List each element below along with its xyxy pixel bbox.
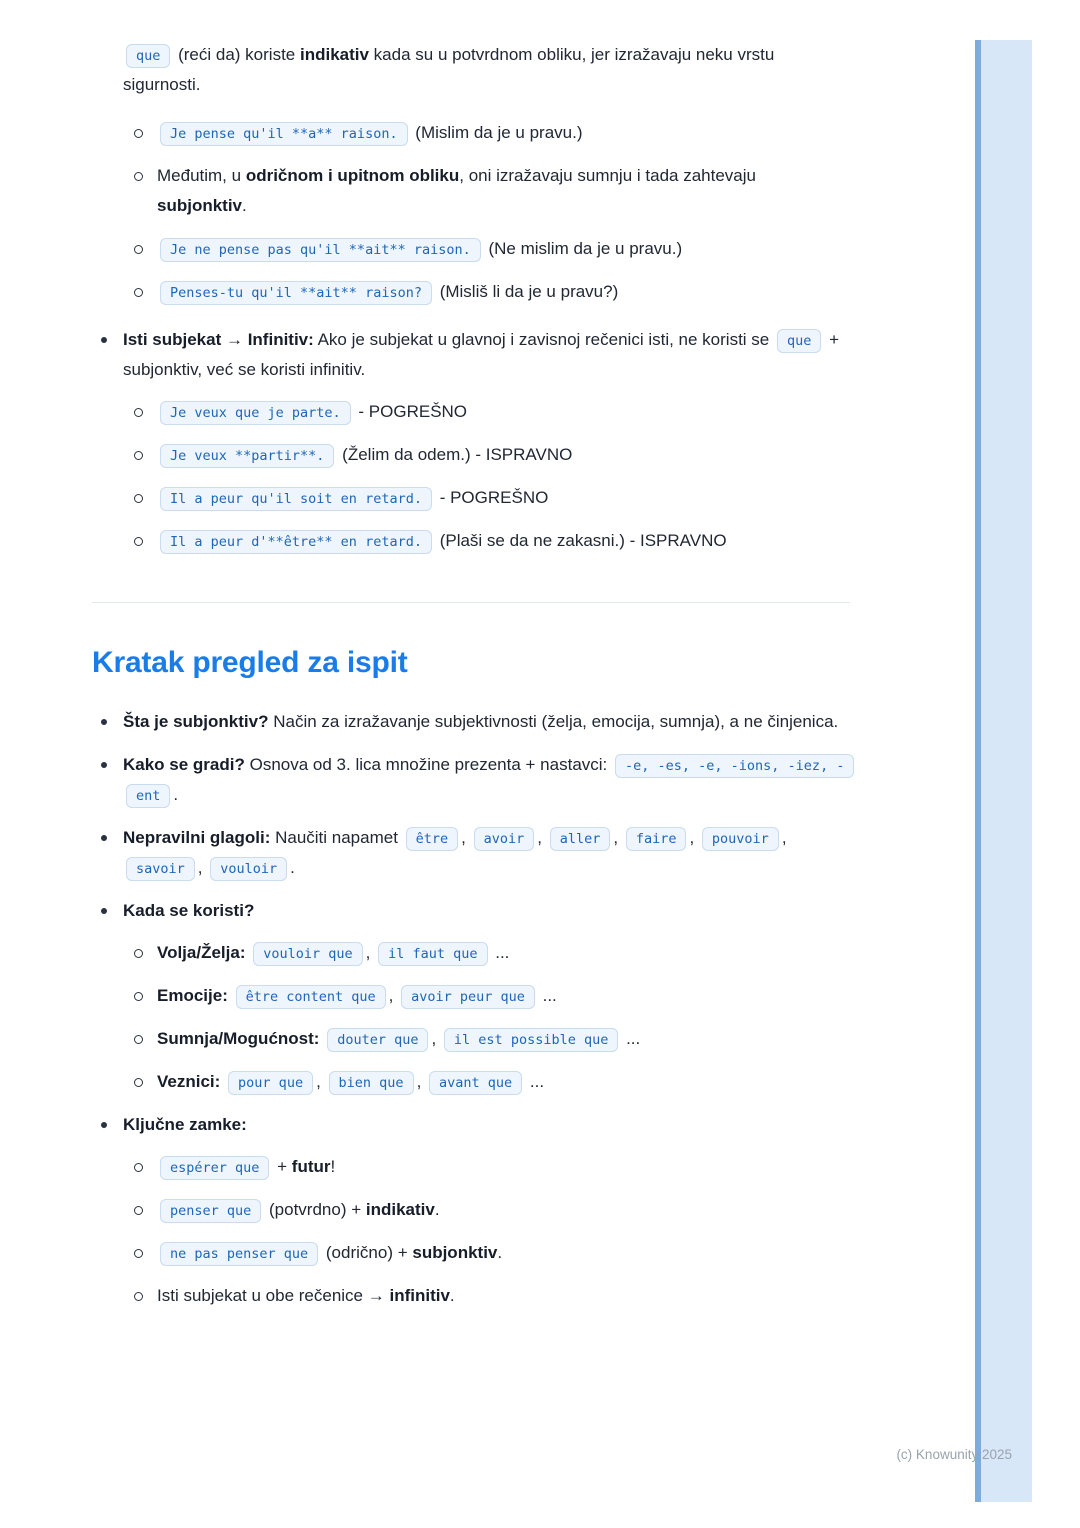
bold-text: Šta je subjonktiv? <box>123 712 269 731</box>
list-item: Emocije: être content que , avoir peur que ... <box>123 981 850 1011</box>
list-item: Međutim, u odričnom i upitnom obliku, oni izražavaju sumnju i tada zahtevaju subjonktiv. <box>123 161 850 221</box>
list-item <box>92 1110 850 1311</box>
sub-list <box>123 397 850 556</box>
bullet-list <box>92 707 850 1311</box>
bold-text: Volja/Želja: <box>157 943 246 962</box>
bold-text: Kada se koristi? <box>123 901 255 920</box>
bold-text: futur <box>291 1157 331 1176</box>
list-item: ne pas penser que (odrično) + subjonktiv. <box>123 1238 850 1268</box>
intro-paragraph: que (reći da) koriste indikativ kada su u potvrdnom obliku, jer izražavaju neku vrstu sigurnosti. <box>123 45 775 94</box>
code-chip: aller <box>550 827 611 851</box>
list-item: Nepravilni glagoli: Naučiti napamet être , avoir , aller , faire , pouvoir , savoir , vouloir . <box>92 823 850 883</box>
list-item: Je ne pense pas qu'il **ait** raison. (Ne mislim da je u pravu.) <box>123 234 850 264</box>
copyright-text: (c) Knowunity 2025 <box>896 1447 1012 1462</box>
bold-text: Emocije: <box>157 986 228 1005</box>
sub-list <box>123 1152 850 1311</box>
list-item: Il a peur d'**être** en retard. (Plaši se da ne zakasni.) - ISPRAVNO <box>123 526 850 556</box>
list-item: Isti subjekat u obe rečenice → infinitiv. <box>123 1281 850 1311</box>
code-chip: avant que <box>429 1071 522 1095</box>
list-item: Penses-tu qu'il **ait** raison? (Misliš li da je u pravu?) <box>123 277 850 307</box>
bold-text: Kako se gradi? <box>123 755 245 774</box>
code-chip: être <box>406 827 459 851</box>
bold-text: Sumnja/Mogućnost: <box>157 1029 320 1048</box>
list-item: Il a peur qu'il soit en retard. - POGREŠNO <box>123 483 850 513</box>
bold-text: Isti subjekat → Infinitiv: <box>123 330 314 349</box>
code-chip: avoir <box>474 827 535 851</box>
code-chip: ne pas penser que <box>160 1242 318 1266</box>
list-item: Šta je subjonktiv? Način za izražavanje subjektivnosti (želja, emocija, sumnja), a ne činjenica. <box>92 707 850 737</box>
code-chip: -e, -es, -e, -ions, -iez, -ent <box>126 754 854 808</box>
code-chip: Je ne pense pas qu'il **ait** raison. <box>160 238 481 262</box>
code-chip: vouloir que <box>253 942 362 966</box>
list-item <box>92 896 850 1097</box>
code-chip: Penses-tu qu'il **ait** raison? <box>160 281 432 305</box>
code-chip: que <box>126 44 170 68</box>
code-chip: faire <box>626 827 687 851</box>
code-chip: Je veux que je parte. <box>160 401 351 425</box>
code-chip: Il a peur qu'il soit en retard. <box>160 487 432 511</box>
list-item: Volja/Želja: vouloir que , il faut que ... <box>123 938 850 968</box>
sub-list <box>123 938 850 1097</box>
bullet-list <box>123 118 850 307</box>
code-chip: Je pense qu'il **a** raison. <box>160 122 408 146</box>
divider <box>92 602 850 603</box>
code-chip: bien que <box>329 1071 414 1095</box>
bullet-list <box>92 325 850 556</box>
bold-text: subjonktiv <box>412 1243 498 1262</box>
list-item: espérer que + futur! <box>123 1152 850 1182</box>
bold-text: indikativ <box>365 1200 435 1219</box>
code-chip: savoir <box>126 857 195 881</box>
code-chip: espérer que <box>160 1156 269 1180</box>
list-item: Je pense qu'il **a** raison. (Mislim da je u pravu.) <box>123 118 850 148</box>
code-chip: Je veux **partir**. <box>160 444 334 468</box>
code-chip: il faut que <box>378 942 487 966</box>
bold-text: infinitiv <box>389 1286 450 1305</box>
code-chip: vouloir <box>210 857 287 881</box>
code-chip: que <box>777 329 821 353</box>
code-chip: Il a peur d'**être** en retard. <box>160 530 432 554</box>
bold-text: Veznici: <box>157 1072 221 1091</box>
code-chip: pouvoir <box>702 827 779 851</box>
code-chip: avoir peur que <box>401 985 535 1009</box>
bold-text: Ključne zamke: <box>123 1115 247 1134</box>
document-content <box>92 40 850 1329</box>
list-item: Je veux que je parte. - POGREŠNO <box>123 397 850 427</box>
bold-text: odričnom i upitnom obliku <box>245 166 460 185</box>
code-chip: penser que <box>160 1199 261 1223</box>
bold-text: indikativ <box>299 45 369 64</box>
code-chip: il est possible que <box>444 1028 618 1052</box>
bold-text: Nepravilni glagoli: <box>123 828 271 847</box>
list-item: penser que (potvrdno) + indikativ. <box>123 1195 850 1225</box>
code-chip: être content que <box>236 985 386 1009</box>
page-edge-strip <box>975 40 1032 1502</box>
bold-text: subjonktiv <box>157 196 243 215</box>
section-heading: Kratak pregled za ispit <box>92 646 408 679</box>
list-item: Kako se gradi? Osnova od 3. lica množine prezenta + nastavci: -e, -es, -e, -ions, -iez, -ent . <box>92 750 850 810</box>
list-item: Sumnja/Mogućnost: douter que , il est possible que ... <box>123 1024 850 1054</box>
code-chip: douter que <box>327 1028 428 1052</box>
code-chip: pour que <box>228 1071 313 1095</box>
list-item: Veznici: pour que , bien que , avant que ... <box>123 1067 850 1097</box>
list-item: Je veux **partir**. (Želim da odem.) - ISPRAVNO <box>123 440 850 470</box>
list-item: Isti subjekat → Infinitiv: Ako je subjekat u glavnoj i zavisnoj rečenici isti, ne koristi se que + subjonktiv, već se koristi infinitiv. Je veux que je parte. - POGREŠNO Je veux **partir**. (Želim da odem.) - ISPRAVNO Il a peur qu'il soit en retard. - POGREŠNO Il a peur d'**être** en retard. (Plaši se da ne zakasni.) - ISPRAVNO <box>92 325 850 556</box>
